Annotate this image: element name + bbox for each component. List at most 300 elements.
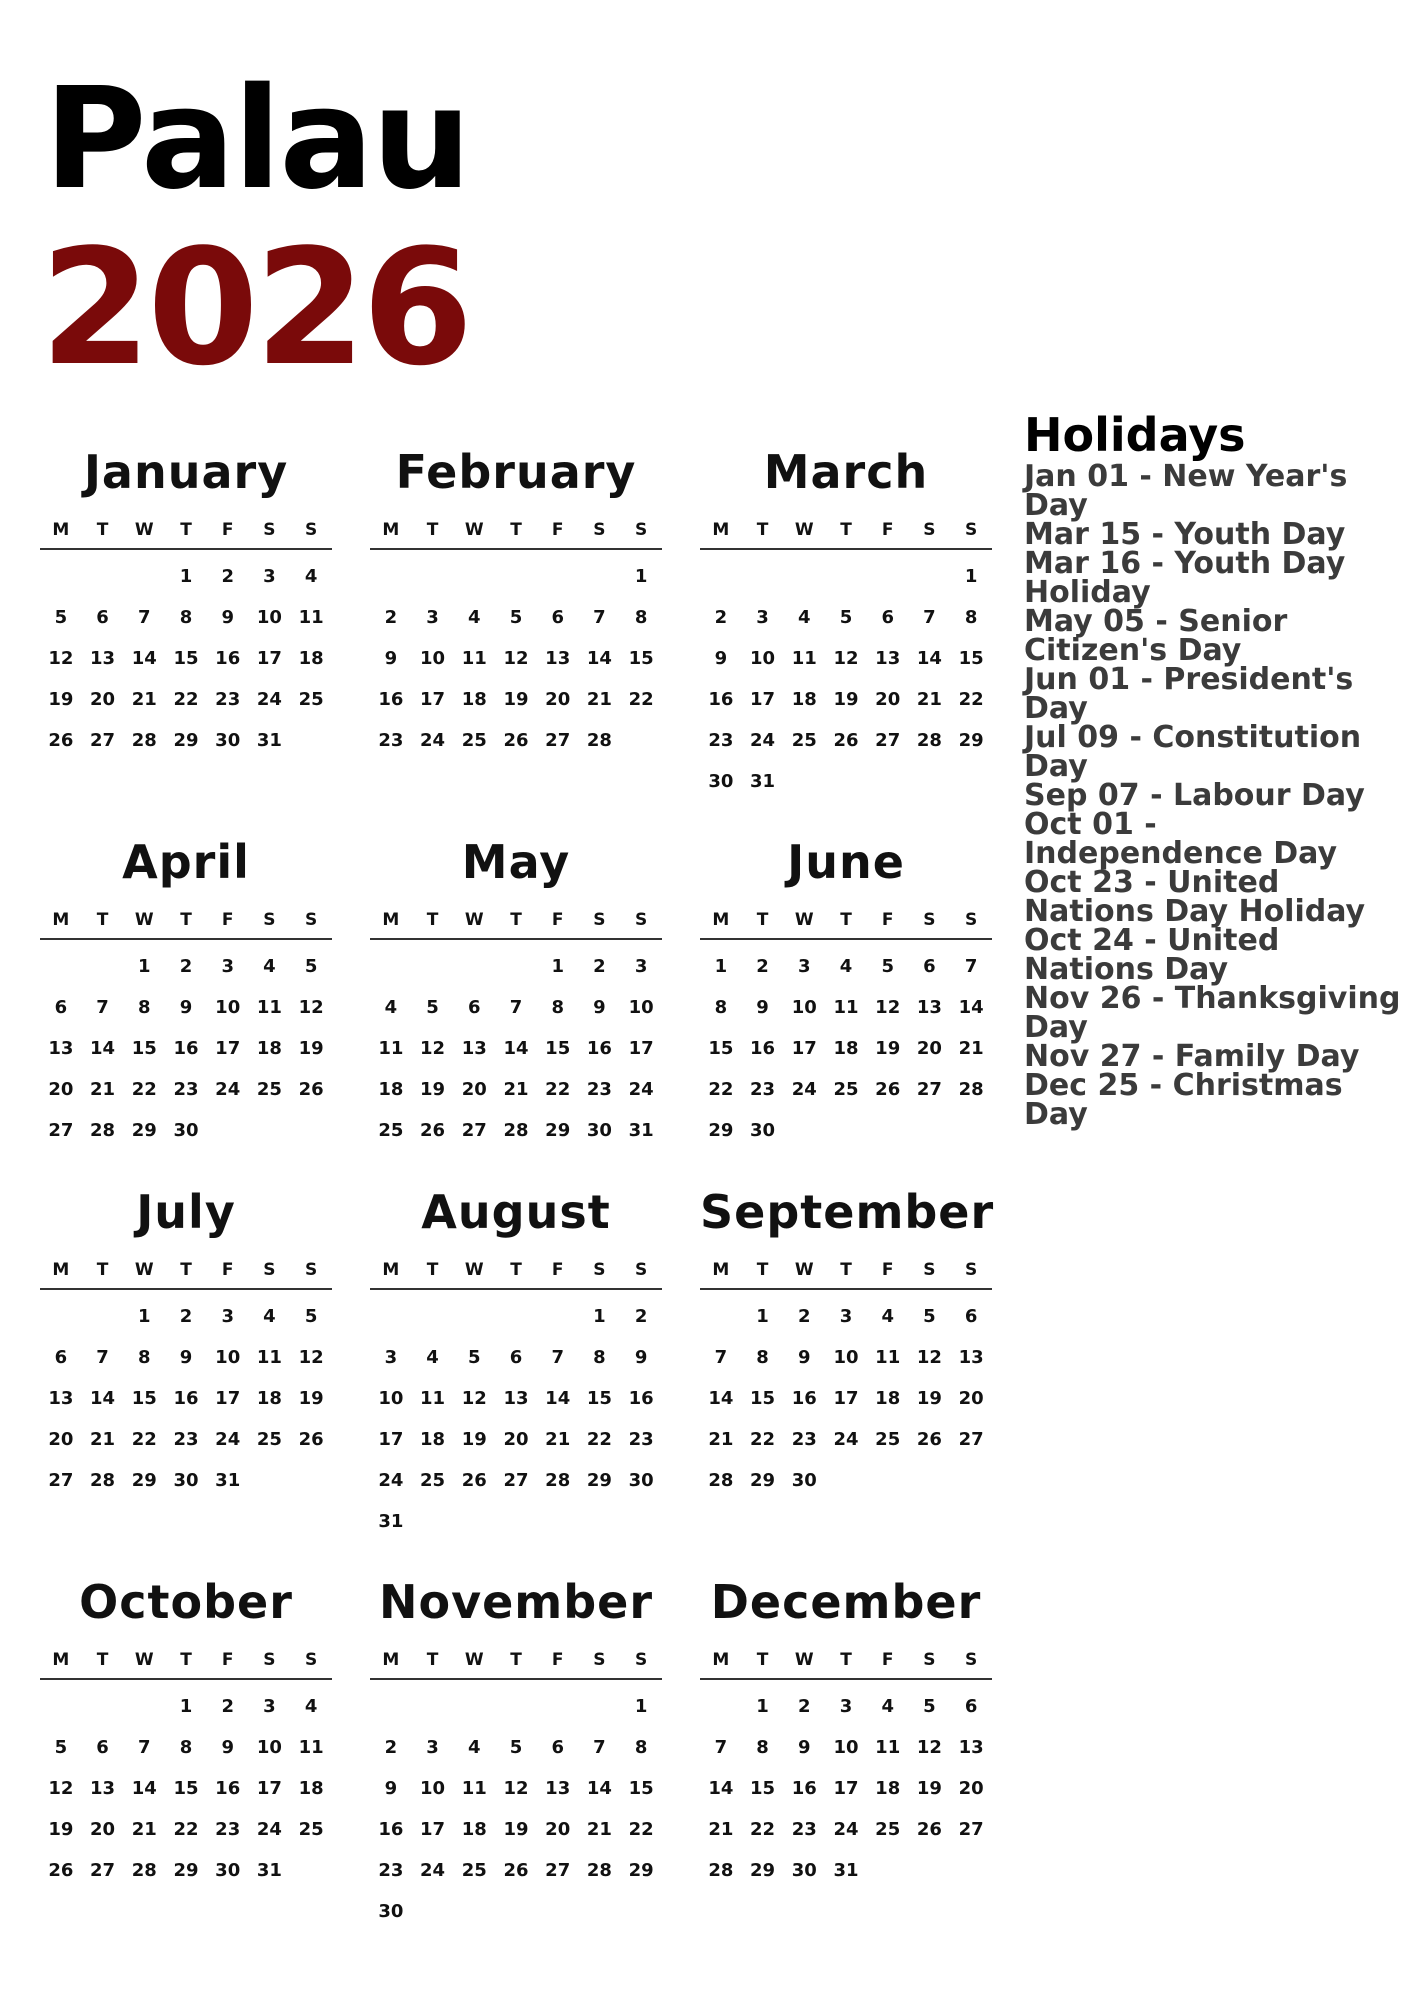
day-cell: 25 [298, 1819, 324, 1840]
empty-cell [82, 556, 124, 597]
day-cell: 26 [916, 1819, 942, 1840]
day-cell: 2 [798, 1696, 811, 1717]
day-cell: 12 [420, 1038, 446, 1059]
holiday-item: Mar 15 - Youth Day [1024, 517, 1346, 552]
day-cell: 22 [750, 1429, 776, 1450]
day-cell: 15 [173, 1778, 199, 1799]
day-cell: 20 [875, 689, 901, 710]
day-cell: 18 [461, 689, 487, 710]
day-cell: 28 [131, 730, 157, 751]
weekday-label: M [712, 1260, 730, 1280]
day-cell: 2 [221, 566, 234, 587]
day-cell: 12 [833, 648, 859, 669]
empty-cell [537, 1686, 579, 1727]
weekday-label: M [382, 1260, 400, 1280]
day-cell: 8 [593, 1347, 606, 1368]
weekday-label: F [551, 1260, 564, 1280]
day-cell: 20 [958, 1778, 984, 1799]
day-cell: 2 [798, 1306, 811, 1327]
day-cell: 2 [634, 1306, 648, 1327]
day-cell: 14 [90, 1388, 116, 1409]
day-cell: 11 [833, 997, 859, 1018]
day-cell: 10 [420, 648, 446, 669]
day-cell: 16 [791, 1778, 817, 1799]
day-cell: 15 [750, 1388, 776, 1409]
day-cell: 19 [503, 689, 529, 710]
empty-cell [742, 556, 784, 597]
weekday-label: S [305, 1650, 318, 1670]
weekday-label: S [263, 910, 276, 930]
day-cell: 7 [96, 997, 109, 1018]
day-cell: 1 [593, 1306, 606, 1327]
day-cell: 27 [916, 1079, 942, 1100]
day-cell: 3 [798, 956, 811, 977]
day-cell: 20 [958, 1388, 984, 1409]
day-cell: 22 [958, 689, 984, 710]
month-july [40, 1180, 370, 1570]
day-cell: 12 [875, 997, 901, 1018]
empty-cell [370, 556, 412, 597]
weekday-label: F [221, 1260, 234, 1280]
day-cell: 31 [256, 1860, 282, 1881]
day-cell: 10 [628, 997, 654, 1018]
day-cell: 29 [750, 1470, 776, 1491]
day-cell: 11 [256, 997, 282, 1018]
day-cell: 5 [304, 1306, 318, 1327]
empty-cell [495, 1686, 537, 1727]
day-cell: 24 [833, 1429, 859, 1450]
holiday-item: Jul 09 - Constitution Day [1024, 720, 1362, 784]
day-cell: 10 [215, 1347, 241, 1368]
weekday-header [370, 1650, 662, 1680]
weekday-label: T [756, 1650, 769, 1670]
day-cell: 29 [173, 730, 199, 751]
weekday-label: S [593, 520, 606, 540]
day-cell: 6 [468, 997, 481, 1018]
day-cell: 25 [420, 1470, 446, 1491]
day-cell: 3 [839, 1306, 853, 1327]
day-cell: 16 [628, 1388, 654, 1409]
month-name: November [378, 1575, 654, 1629]
day-cell: 18 [378, 1079, 404, 1100]
empty-cell [579, 1686, 621, 1727]
weekday-header [700, 520, 992, 550]
day-cell: 20 [545, 689, 571, 710]
day-cell: 20 [916, 1038, 942, 1059]
day-cell: 5 [509, 1737, 523, 1758]
weekday-label: S [263, 520, 276, 540]
day-cell: 27 [545, 1860, 571, 1881]
day-cell: 28 [916, 730, 942, 751]
day-cell: 17 [833, 1388, 859, 1409]
days-grid [370, 946, 662, 1151]
day-cell: 12 [503, 1778, 529, 1799]
day-cell: 25 [298, 689, 324, 710]
day-cell: 1 [634, 566, 648, 587]
weekday-label: W [464, 1260, 484, 1280]
empty-cell [453, 556, 495, 597]
empty-cell [370, 1296, 412, 1337]
day-cell: 18 [461, 1819, 487, 1840]
day-cell: 19 [916, 1778, 942, 1799]
weekday-header [40, 1650, 332, 1680]
day-cell: 8 [179, 1737, 193, 1758]
day-cell: 13 [958, 1347, 984, 1368]
day-cell: 29 [173, 1860, 199, 1881]
weekday-label: F [551, 910, 564, 930]
day-cell: 3 [263, 566, 276, 587]
day-cell: 5 [426, 997, 439, 1018]
day-cell: 22 [173, 1819, 199, 1840]
day-cell: 18 [256, 1388, 282, 1409]
month-name: March [763, 445, 929, 499]
weekday-label: T [96, 1650, 109, 1670]
day-cell: 8 [964, 607, 978, 628]
month-september [700, 1180, 1000, 1570]
weekday-label: W [134, 910, 154, 930]
holidays-heading: Holidays [1024, 408, 1246, 462]
day-cell: 18 [298, 648, 324, 669]
month-january [40, 440, 370, 830]
day-cell: 18 [875, 1778, 901, 1799]
day-cell: 21 [90, 1429, 116, 1450]
day-cell: 17 [420, 1819, 446, 1840]
day-cell: 6 [551, 607, 564, 628]
day-cell: 23 [586, 1079, 612, 1100]
day-cell: 30 [791, 1860, 817, 1881]
weekday-label: F [881, 520, 894, 540]
day-cell: 10 [791, 997, 817, 1018]
weekday-label: T [756, 520, 769, 540]
day-cell: 6 [964, 1696, 978, 1717]
weekday-label: S [593, 1260, 606, 1280]
day-cell: 22 [131, 1079, 157, 1100]
weekday-label: S [635, 910, 648, 930]
day-cell: 4 [384, 997, 398, 1018]
day-cell: 6 [923, 956, 936, 977]
day-cell: 9 [384, 648, 398, 669]
empty-cell [40, 556, 82, 597]
day-cell: 4 [881, 1696, 894, 1717]
day-cell: 5 [468, 1347, 481, 1368]
day-cell: 26 [503, 1860, 529, 1881]
day-cell: 26 [298, 1079, 324, 1100]
day-cell: 14 [90, 1038, 116, 1059]
day-cell: 31 [833, 1860, 859, 1881]
day-cell: 24 [215, 1429, 241, 1450]
day-cell: 2 [756, 956, 769, 977]
day-cell: 17 [256, 1778, 282, 1799]
day-cell: 16 [215, 1778, 241, 1799]
day-cell: 9 [593, 997, 606, 1018]
weekday-label: T [426, 1650, 439, 1670]
month-march [700, 440, 1000, 830]
day-cell: 21 [131, 1819, 157, 1840]
day-cell: 1 [714, 956, 728, 977]
day-cell: 9 [798, 1347, 811, 1368]
day-cell: 21 [708, 1819, 734, 1840]
day-cell: 3 [221, 956, 234, 977]
day-cell: 28 [503, 1120, 529, 1141]
weekday-label: M [712, 910, 730, 930]
weekday-label: T [180, 910, 192, 930]
days-grid [40, 1296, 332, 1501]
day-cell: 30 [708, 771, 734, 792]
empty-cell [579, 556, 621, 597]
day-cell: 7 [138, 1737, 151, 1758]
days-grid [40, 946, 332, 1151]
day-cell: 6 [881, 607, 894, 628]
day-cell: 29 [958, 730, 984, 751]
day-cell: 21 [586, 1819, 612, 1840]
day-cell: 6 [54, 997, 68, 1018]
day-cell: 3 [263, 1696, 276, 1717]
day-cell: 27 [90, 730, 116, 751]
day-cell: 27 [958, 1819, 984, 1840]
day-cell: 30 [791, 1470, 817, 1491]
day-cell: 8 [179, 607, 193, 628]
month-name: July [136, 1185, 236, 1239]
holiday-item: Nov 27 - Family Day [1024, 1039, 1360, 1074]
empty-cell [82, 1296, 124, 1337]
day-cell: 4 [468, 607, 481, 628]
day-cell: 22 [131, 1429, 157, 1450]
holidays-list [1024, 459, 1404, 1132]
weekday-label: S [263, 1260, 276, 1280]
day-cell: 4 [468, 1737, 481, 1758]
day-cell: 2 [384, 1737, 398, 1758]
day-cell: 14 [131, 1778, 157, 1799]
holiday-item: Mar 16 - Youth Day Holiday [1024, 546, 1346, 610]
day-cell: 1 [138, 1306, 151, 1327]
weekday-label: S [635, 1650, 648, 1670]
day-cell: 29 [750, 1860, 776, 1881]
weekday-header [370, 520, 662, 550]
month-december [700, 1570, 1000, 1960]
weekday-header [40, 520, 332, 550]
day-cell: 23 [173, 1079, 199, 1100]
day-cell: 15 [545, 1038, 571, 1059]
day-cell: 17 [378, 1429, 404, 1450]
day-cell: 23 [215, 689, 241, 710]
day-cell: 8 [138, 997, 151, 1018]
day-cell: 8 [138, 1347, 151, 1368]
empty-cell [123, 1686, 165, 1727]
day-cell: 9 [221, 607, 234, 628]
day-cell: 16 [708, 689, 734, 710]
day-cell: 30 [750, 1120, 776, 1141]
weekday-label: S [593, 910, 606, 930]
day-cell: 28 [586, 730, 612, 751]
day-cell: 7 [923, 607, 936, 628]
weekday-header [370, 1260, 662, 1290]
day-cell: 4 [304, 1696, 318, 1717]
weekday-label: T [840, 910, 852, 930]
day-cell: 4 [839, 956, 853, 977]
weekday-label: M [712, 1650, 730, 1670]
days-grid [370, 1686, 662, 1932]
holiday-item: Jan 01 - New Year's Day [1024, 459, 1348, 523]
day-cell: 30 [173, 1470, 199, 1491]
weekday-label: T [510, 1650, 522, 1670]
day-cell: 18 [833, 1038, 859, 1059]
day-cell: 22 [628, 689, 654, 710]
day-cell: 5 [923, 1306, 936, 1327]
weekday-label: M [382, 910, 400, 930]
day-cell: 29 [628, 1860, 654, 1881]
day-cell: 29 [131, 1470, 157, 1491]
day-cell: 11 [875, 1737, 901, 1758]
day-cell: 3 [384, 1347, 398, 1368]
day-cell: 22 [173, 689, 199, 710]
weekday-label: S [923, 520, 936, 540]
empty-cell [412, 556, 454, 597]
day-cell: 12 [916, 1737, 942, 1758]
day-cell: 26 [48, 1860, 74, 1881]
day-cell: 26 [298, 1429, 324, 1450]
weekday-label: S [305, 910, 318, 930]
weekday-label: M [382, 520, 400, 540]
day-cell: 26 [461, 1470, 487, 1491]
day-cell: 4 [263, 956, 276, 977]
day-cell: 22 [545, 1079, 571, 1100]
day-cell: 10 [833, 1737, 859, 1758]
day-cell: 23 [173, 1429, 199, 1450]
day-cell: 8 [756, 1737, 769, 1758]
weekday-label: T [510, 910, 522, 930]
day-cell: 21 [916, 689, 942, 710]
day-cell: 13 [90, 648, 116, 669]
day-cell: 31 [750, 771, 776, 792]
empty-cell [825, 556, 867, 597]
day-cell: 11 [420, 1388, 446, 1409]
day-cell: 31 [628, 1120, 654, 1141]
empty-cell [40, 946, 82, 987]
day-cell: 13 [503, 1388, 529, 1409]
day-cell: 23 [791, 1429, 817, 1450]
day-cell: 7 [593, 607, 606, 628]
empty-cell [453, 1686, 495, 1727]
day-cell: 27 [48, 1470, 74, 1491]
holiday-item: Sep 07 - Labour Day [1024, 778, 1365, 813]
day-cell: 4 [798, 607, 811, 628]
weekday-label: T [840, 520, 852, 540]
weekday-label: W [464, 520, 484, 540]
month-august [370, 1180, 700, 1570]
day-cell: 20 [503, 1429, 529, 1450]
month-name: September [700, 1185, 995, 1239]
day-cell: 11 [461, 648, 487, 669]
weekday-label: S [593, 1650, 606, 1670]
day-cell: 3 [634, 956, 648, 977]
day-cell: 19 [833, 689, 859, 710]
day-cell: 12 [48, 1778, 74, 1799]
day-cell: 20 [48, 1079, 74, 1100]
day-cell: 27 [958, 1429, 984, 1450]
day-cell: 5 [304, 956, 318, 977]
day-cell: 13 [545, 1778, 571, 1799]
day-cell: 23 [378, 1860, 404, 1881]
day-cell: 22 [708, 1079, 734, 1100]
day-cell: 11 [256, 1347, 282, 1368]
day-cell: 21 [503, 1079, 529, 1100]
holiday-item: Oct 01 - Independence Day [1024, 807, 1338, 871]
day-cell: 10 [378, 1388, 404, 1409]
weekday-label: W [794, 520, 814, 540]
weekday-label: T [96, 520, 109, 540]
day-cell: 3 [839, 1696, 853, 1717]
day-cell: 8 [634, 607, 648, 628]
day-cell: 19 [503, 1819, 529, 1840]
day-cell: 24 [628, 1079, 654, 1100]
empty-cell [700, 1686, 742, 1727]
day-cell: 1 [551, 956, 564, 977]
day-cell: 24 [215, 1079, 241, 1100]
day-cell: 30 [215, 1860, 241, 1881]
day-cell: 11 [378, 1038, 404, 1059]
day-cell: 24 [378, 1470, 404, 1491]
day-cell: 31 [256, 730, 282, 751]
day-cell: 14 [586, 1778, 612, 1799]
day-cell: 13 [545, 648, 571, 669]
day-cell: 20 [90, 689, 116, 710]
day-cell: 14 [586, 648, 612, 669]
day-cell: 7 [551, 1347, 564, 1368]
day-cell: 5 [839, 607, 853, 628]
empty-cell [453, 1296, 495, 1337]
month-name: May [461, 835, 571, 889]
day-cell: 26 [916, 1429, 942, 1450]
day-cell: 1 [138, 956, 151, 977]
day-cell: 5 [54, 607, 68, 628]
day-cell: 11 [875, 1347, 901, 1368]
weekday-header [370, 910, 662, 940]
weekday-label: W [464, 910, 484, 930]
day-cell: 29 [131, 1120, 157, 1141]
day-cell: 10 [420, 1778, 446, 1799]
day-cell: 10 [833, 1347, 859, 1368]
month-name: October [79, 1575, 293, 1629]
day-cell: 15 [750, 1778, 776, 1799]
day-cell: 31 [215, 1470, 241, 1491]
weekday-label: F [881, 1260, 894, 1280]
day-cell: 15 [131, 1038, 157, 1059]
day-cell: 10 [256, 607, 282, 628]
empty-cell [700, 556, 742, 597]
day-cell: 16 [215, 648, 241, 669]
day-cell: 12 [461, 1388, 487, 1409]
empty-cell [909, 556, 951, 597]
day-cell: 4 [881, 1306, 894, 1327]
day-cell: 2 [221, 1696, 234, 1717]
holiday-item: Oct 24 - United Nations Day [1024, 923, 1280, 987]
day-cell: 23 [378, 730, 404, 751]
day-cell: 15 [628, 1778, 654, 1799]
day-cell: 16 [750, 1038, 776, 1059]
day-cell: 15 [628, 648, 654, 669]
day-cell: 15 [131, 1388, 157, 1409]
day-cell: 26 [875, 1079, 901, 1100]
empty-cell [412, 1686, 454, 1727]
weekday-header [700, 910, 992, 940]
day-cell: 5 [881, 956, 894, 977]
holiday-item: Oct 23 - United Nations Day Holiday [1024, 865, 1366, 929]
empty-cell [40, 1296, 82, 1337]
day-cell: 25 [256, 1429, 282, 1450]
day-cell: 26 [48, 730, 74, 751]
weekday-label: F [221, 910, 234, 930]
day-cell: 15 [708, 1038, 734, 1059]
